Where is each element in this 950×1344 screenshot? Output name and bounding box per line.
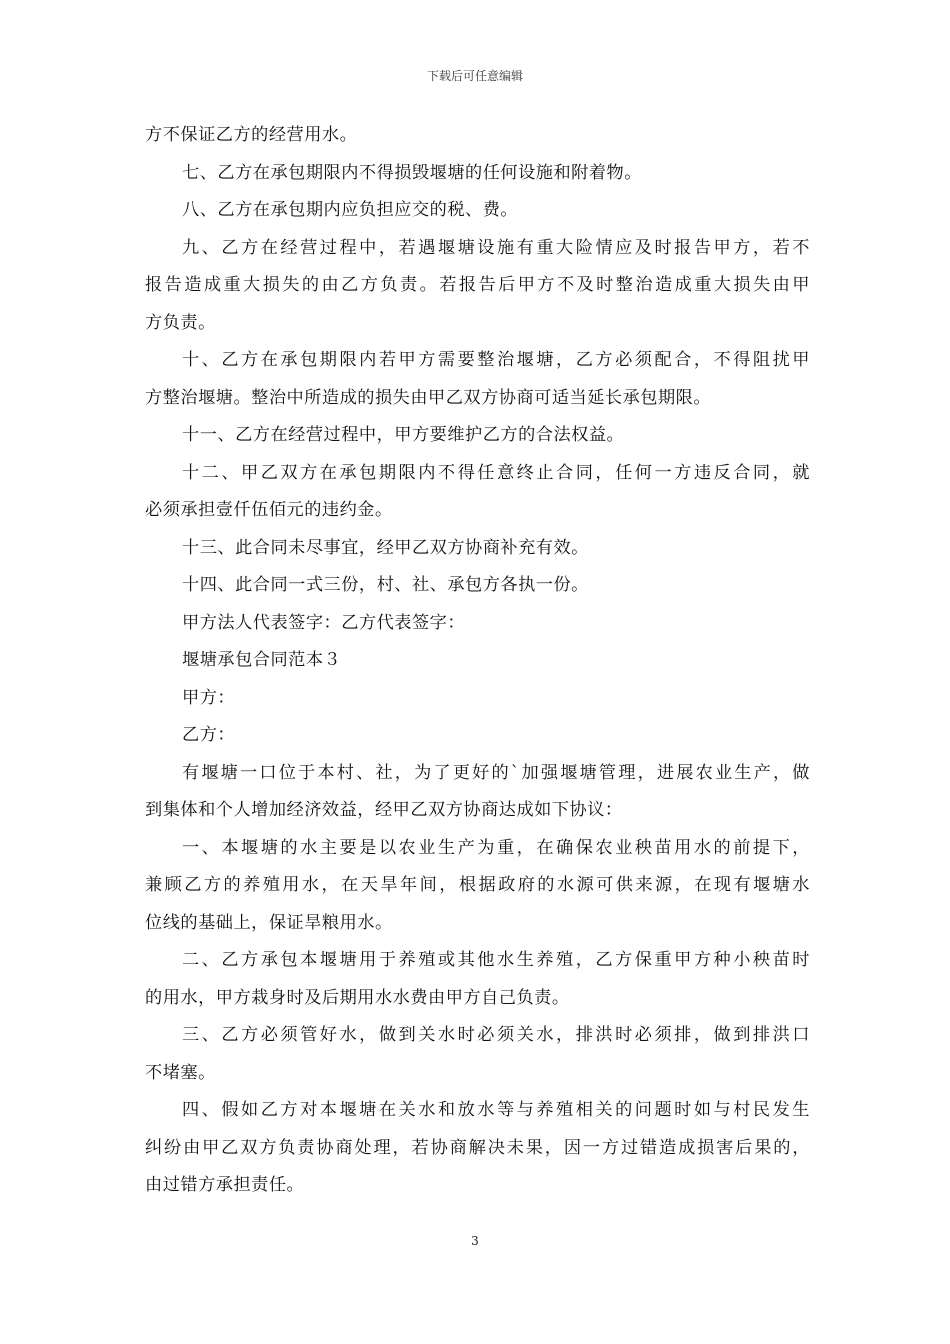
text-line: 九、乙方在经营过程中，若遇堰塘设施有重大险情应及时报告甲方，若不	[182, 237, 810, 258]
text-line: 方不保证乙方的经营用水。	[145, 125, 358, 145]
party-b-label: 乙方：	[182, 725, 236, 745]
text-line: 三、乙方必须管好水，做到关水时必须关水，排洪时必须排，做到排洪口	[182, 1025, 810, 1045]
page-header: 下载后可任意编辑	[426, 69, 523, 83]
text-line: 一、本堰塘的水主要是以农业生产为重，在确保农业秧苗用水的前提下，	[182, 837, 810, 858]
document-body	[145, 117, 810, 1205]
text-line: 兼顾乙方的养殖用水，在天旱年间，根据政府的水源可供来源，在现有堰塘水	[145, 875, 810, 895]
party-a-label: 甲方：	[182, 687, 236, 708]
text-line: 七、乙方在承包期限内不得损毁堰塘的任何设施和附着物。	[182, 162, 642, 183]
text-line: 不堵塞。	[145, 1062, 216, 1083]
text-line: 十三、此合同未尽事宜，经甲乙双方协商补充有效。	[182, 537, 589, 558]
text-line: 位线的基础上，保证旱粮用水。	[145, 912, 393, 933]
text-line: 必须承担壹仟伍佰元的违约金。	[145, 500, 393, 520]
text-line: 到集体和个人增加经济效益，经甲乙双方协商达成如下协议：	[145, 800, 623, 820]
text-line: 八、乙方在承包期内应负担应交的税、费。	[182, 200, 519, 220]
text-line: 十一、乙方在经营过程中，甲方要维护乙方的合法权益。	[182, 425, 625, 445]
text-line: 有堰塘一口位于本村、社，为了更好的`加强堰塘管理，进展农业生产，做	[182, 762, 810, 783]
page-number: 3	[471, 1234, 479, 1248]
text-line: 的用水，甲方栽身时及后期用水水费由甲方自己负责。	[145, 987, 570, 1008]
text-line: 十四、此合同一式三份，村、社、承包方各执一份。	[182, 575, 589, 595]
text-line: 二、乙方承包本堰塘用于养殖或其他水生养殖，乙方保重甲方种小秧苗时	[182, 950, 810, 970]
text-line: 方负责。	[145, 312, 216, 333]
text-line: 纠纷由甲乙双方负责协商处理，若协商解决未果，因一方过错造成损害后果的，	[145, 1137, 810, 1158]
text-line: 四、假如乙方对本堰塘在关水和放水等与养殖相关的问题时如与村民发生	[182, 1100, 810, 1120]
section-title: 堰塘承包合同范本３	[182, 650, 342, 670]
text-line: 十、乙方在承包期限内若甲方需要整治堰塘，乙方必须配合，不得阻扰甲	[182, 350, 810, 370]
text-line: 由过错方承担责任。	[145, 1175, 305, 1195]
text-line: 十二、甲乙双方在承包期限内不得任意终止合同，任何一方违反合同，就	[182, 462, 810, 483]
text-line: 报告造成重大损失的由乙方负责。若报告后甲方不及时整治造成重大损失由甲	[145, 275, 810, 295]
text-line: 方整治堰塘。整治中所造成的损失由甲乙双方协商可适当延长承包期限。	[145, 387, 712, 408]
signature-line: 甲方法人代表签字：乙方代表签字：	[182, 612, 466, 633]
